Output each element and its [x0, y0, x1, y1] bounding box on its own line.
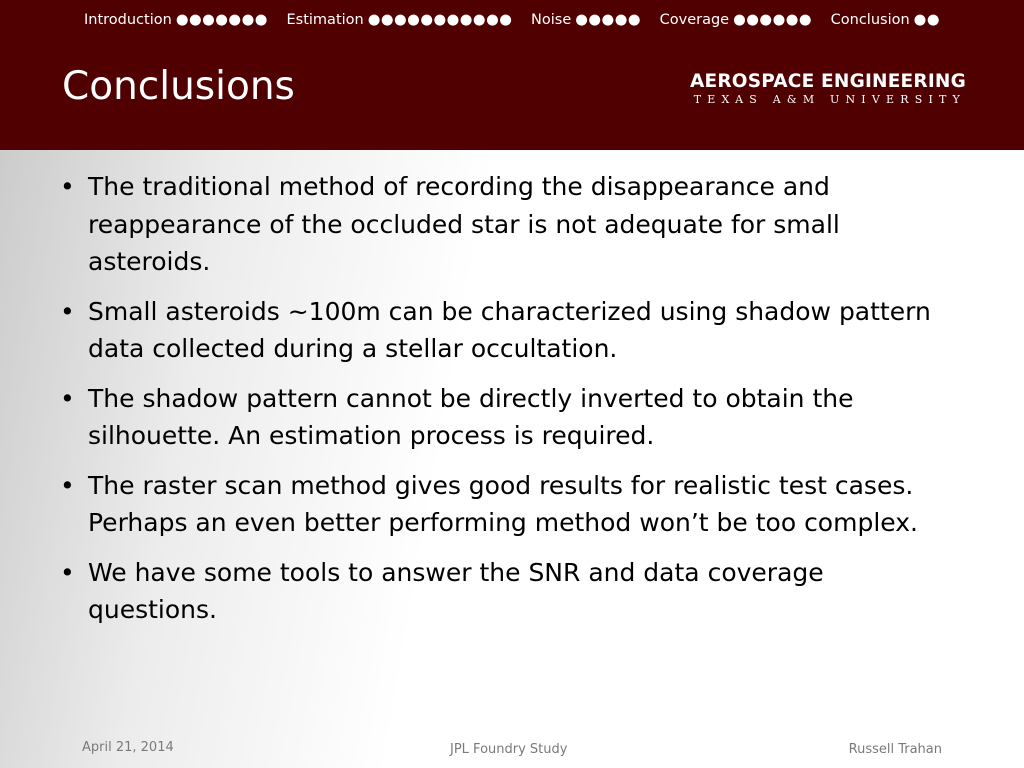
- nav-section-label: Conclusion: [830, 12, 910, 28]
- header-bar: [0, 0, 1024, 150]
- nav-section-label: Coverage: [659, 12, 730, 28]
- nav-progress-dots[interactable]: ●●●●●: [575, 12, 642, 28]
- nav-section-estimation[interactable]: [287, 12, 513, 28]
- nav-progress-dots[interactable]: ●●●●●●: [733, 12, 813, 28]
- footer-date: April 21, 2014: [82, 740, 174, 755]
- nav-section-introduction[interactable]: [84, 12, 268, 28]
- university-logo: [690, 71, 966, 106]
- logo-department: AEROSPACE ENGINEERING: [689, 71, 966, 92]
- footer-author: Russell Trahan: [848, 742, 942, 757]
- slide-title: Conclusions: [62, 64, 295, 109]
- nav-section-noise[interactable]: [531, 12, 641, 28]
- nav-progress-dots[interactable]: ●●●●●●●: [175, 12, 268, 28]
- bullet-point: • The traditional method of recording the disappearance and reappearance of the occluded star is not adequate for small asteroids.: [58, 168, 948, 281]
- footer-title: JPL Foundry Study: [450, 742, 568, 757]
- bullet-point: • The shadow pattern cannot be directly inverted to obtain the silhouette. An estimation process is required.: [58, 380, 948, 455]
- nav-progress-dots[interactable]: ●●: [913, 12, 940, 28]
- nav-section-coverage[interactable]: [660, 12, 812, 28]
- bullet-point: • We have some tools to answer the SNR and data coverage questions.: [58, 554, 948, 629]
- bullet-point: • Small asteroids ~100m can be characterized using shadow pattern data collected during a stellar occultation.: [58, 293, 948, 368]
- nav-section-label: Introduction: [84, 12, 172, 28]
- nav-section-label: Noise: [531, 12, 572, 28]
- nav-section-label: Estimation: [286, 12, 364, 28]
- slide-body: [58, 168, 948, 641]
- nav-section-conclusion[interactable]: [831, 12, 940, 28]
- section-navigation: [0, 12, 1024, 28]
- bullet-point: • The raster scan method gives good results for realistic test cases. Perhaps an even better performing method won’t be too complex.: [58, 467, 948, 542]
- logo-university: TEXAS A&M UNIVERSITY: [693, 93, 966, 106]
- nav-progress-dots[interactable]: ●●●●●●●●●●●: [367, 12, 513, 28]
- bullet-list: [58, 168, 948, 629]
